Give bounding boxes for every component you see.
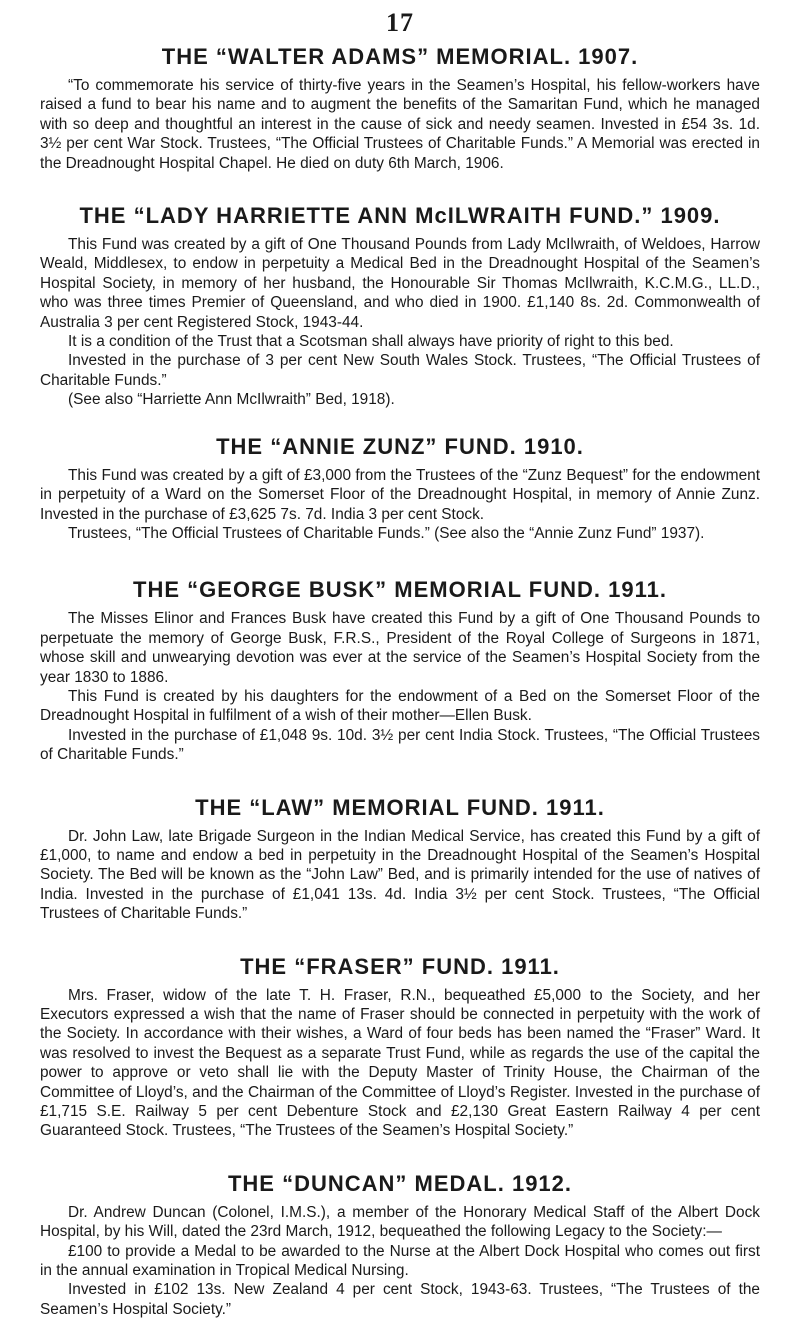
paragraph: The Misses Elinor and Frances Busk have created this Fund by a gift of One Thousand Pounds to perpetuate the memory of George Busk, F.R.S., President of the Royal College of Surgeons in 1871, whose skill and unwearying devotion was ever at the service of the Seamen’s Hospital Society from the year 1830 to 1886. [40, 610, 760, 686]
section-duncan-medal [40, 1171, 760, 1319]
page-number: 17 [386, 8, 414, 37]
paragraph: Dr. Andrew Duncan (Colonel, I.M.S.), a member of the Honorary Medical Staff of the Albert Dock Hospital, by his Will, dated the 23rd March, 1912, bequeathed the following Legacy to the Society:— [40, 1203, 760, 1241]
section-lady-harriette-mcilwraith [40, 203, 760, 410]
paragraph: This Fund is created by his daughters for the endowment of a Bed on the Somerset Floor of the Dreadnought Hospital in fulfilment of a wish of their mother—Ellen Busk. [40, 687, 760, 725]
paragraph: Invested in £102 13s. New Zealand 4 per cent Stock, 1943-63. Trustees, “The Trustees of the Seamen’s Hospital Society.” [40, 1281, 760, 1318]
section-heading: THE “LAW” MEMORIAL FUND. 1911. [195, 794, 605, 820]
paragraph: This Fund was created by a gift of £3,000 from the Trustees of the “Zunz Bequest” for the endowment in perpetuity of a Ward on the Somerset Floor of the Dreadnought Hospital, in memory of Annie Zunz. Invested in the purchase of £3,625 7s. 7d. India 3 per cent Stock. [40, 466, 760, 523]
section-heading: THE “WALTER ADAMS” MEMORIAL. 1907. [161, 44, 639, 69]
paragraph: Trustees, “The Official Trustees of Charitable Funds.” (See also the “Annie Zunz Fund” 1937). [68, 524, 705, 542]
paragraph: “To commemorate his service of thirty-five years in the Seamen’s Hospital, his fellow-workers have raised a fund to bear his name and to augment the benefits of the Samaritan Fund, which he managed with so deep and thoughtful an interest in the cause of sick and needy seamen. Invested in £54 3s. 1d. 3½ per cent War Stock. Trustees, “The Official Trustees of Charitable Funds.” A Memorial was erected in the Dreadnought Hospital Chapel. He died on duty 6th March, 1906. [40, 77, 760, 172]
section-fraser-fund [40, 954, 760, 1141]
paragraph: Invested in the purchase of £1,048 9s. 10d. 3½ per cent India Stock. Trustees, “The Official Trustees of Charitable Funds.” [40, 726, 760, 764]
section-george-busk [40, 577, 760, 764]
section-heading: THE “FRASER” FUND. 1911. [240, 953, 560, 979]
paragraph: Invested in the purchase of 3 per cent New South Wales Stock. Trustees, “The Official Trustees of Charitable Funds.” [40, 352, 760, 389]
paragraph: (See also “Harriette Ann McIlwraith” Bed, 1918). [68, 391, 395, 409]
section-heading: THE “GEORGE BUSK” MEMORIAL FUND. 1911. [133, 577, 667, 603]
section-heading: THE “LADY HARRIETTE ANN McILWRAITH FUND.” 1909. [79, 203, 721, 229]
section-walter-adams [40, 44, 760, 173]
paragraph: Dr. John Law, late Brigade Surgeon in the Indian Medical Service, has created this Fund by a gift of £1,000, to name and endow a bed in perpetuity in the Dreadnought Hospital of the Seamen’s Hospital Society. The Bed will be known as the “John Law” Bed, and is primarily intended for the use of natives of India. Invested in the purchase of £1,041 13s. 4d. India 3½ per cent Stock. Trustees, “The Official Trustees of Charitable Funds.” [40, 827, 760, 923]
paragraph: Mrs. Fraser, widow of the late T. H. Fraser, R.N., bequeathed £5,000 to the Society, and her Executors expressed a wish that the name of Fraser should be connected in perpetuity with the work of the Society. In accordance with their wishes, a Ward of four beds has been named the “Fraser” Ward. It was resolved to invest the Bequest as a separate Trust Fund, while as regards the use of the capital the power to approve or veto shall lie with the Deputy Master of Trinity House, the Chairman of the Committee of Lloyd’s, and the Chairman of the Committee of Lloyd’s Register. Invested in the purchase of £1,715 S.E. Railway 5 per cent Debenture Stock and £2,130 Great Eastern Railway 4 per cent Guaranteed Stock. Trustees, “The Trustees of the Seamen’s Hospital Society.” [40, 986, 760, 1140]
paragraph: It is a condition of the Trust that a Scotsman shall always have priority of right to this bed. [68, 333, 674, 351]
paragraph: This Fund was created by a gift of One Thousand Pounds from Lady McIlwraith, of Weldoes, Harrow Weald, Middlesex, to endow in perpetuity a Medical Bed in the Dreadnought Hospital of the Seamen’s Hospital Society, in memory of her husband, the Honourable Sir Thomas McIlwraith, K.C.M.G., LL.D., who was three times Premier of Queensland, and who died in 1900. £1,140 8s. 2d. Commonwealth of Australia 3 per cent Registered Stock, 1943-44. [40, 236, 760, 331]
section-law-memorial [40, 795, 760, 924]
section-annie-zunz [40, 434, 760, 544]
paragraph: £100 to provide a Medal to be awarded to the Nurse at the Albert Dock Hospital who comes out first in the annual examination in Tropical Medical Nursing. [40, 1242, 760, 1280]
section-heading: THE “DUNCAN” MEDAL. 1912. [227, 1170, 573, 1196]
section-heading: THE “ANNIE ZUNZ” FUND. 1910. [216, 433, 584, 459]
